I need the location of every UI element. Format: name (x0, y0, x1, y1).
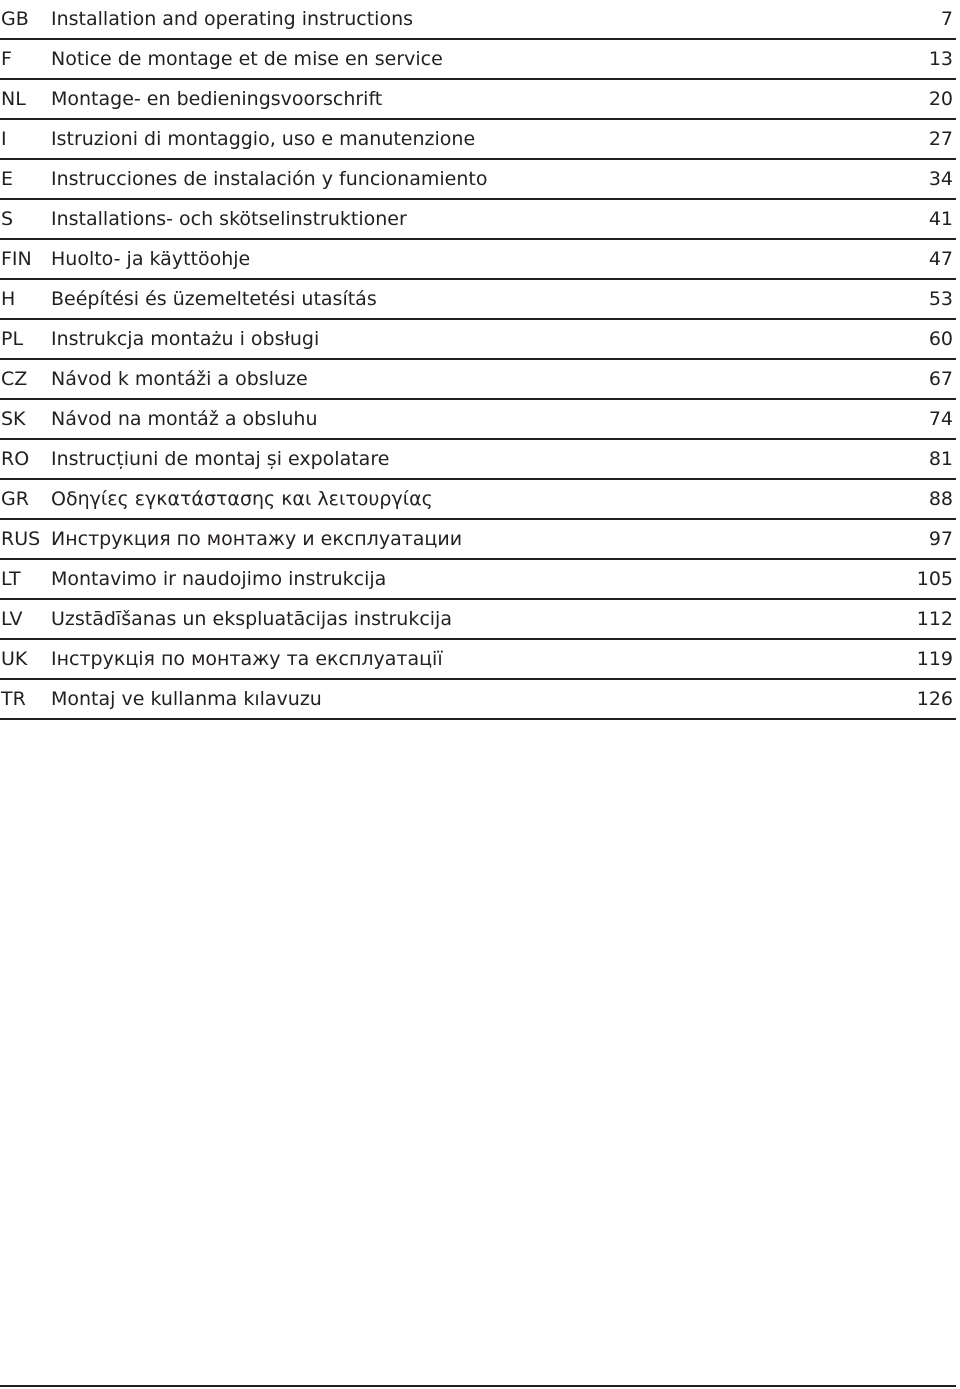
page-number: 105 (916, 567, 953, 590)
language-code: CZ (1, 367, 28, 390)
language-code: E (1, 167, 14, 190)
toc-row[interactable] (0, 80, 956, 120)
toc-row[interactable] (0, 360, 956, 400)
language-code: SK (1, 407, 26, 430)
page-number: 126 (916, 687, 953, 710)
page-number: 81 (928, 447, 953, 470)
manual-title: Montavimo ir naudojimo instrukcija (51, 569, 387, 589)
language-code: F (1, 47, 12, 70)
manual-title: Montaj ve kullanma kılavuzu (51, 689, 322, 709)
manual-title: Οδηγίες εγκατάστασης και λειτουργίας (51, 489, 433, 509)
page-number: 60 (928, 327, 953, 350)
manual-title: Návod na montáž a obsluhu (51, 409, 318, 429)
language-code: UK (1, 647, 28, 670)
toc-row[interactable] (0, 0, 956, 40)
language-code: TR (1, 687, 26, 710)
manual-title: Notice de montage et de mise en service (51, 49, 443, 69)
toc-row[interactable] (0, 680, 956, 720)
page-number: 13 (928, 47, 953, 70)
page-number: 67 (928, 367, 953, 390)
page-number: 41 (928, 207, 953, 230)
toc-row[interactable] (0, 520, 956, 560)
language-code: GB (1, 7, 29, 30)
manual-title: Beépítési és üzemeltetési utasítás (51, 289, 377, 309)
toc-row[interactable] (0, 440, 956, 480)
language-code: LV (1, 607, 23, 630)
manual-title: Installation and operating instructions (51, 9, 414, 29)
toc-row[interactable] (0, 320, 956, 360)
page-number: 27 (928, 127, 953, 150)
toc-row[interactable] (0, 640, 956, 680)
manual-title: Uzstādīšanas un ekspluatācijas instrukcija (51, 609, 452, 629)
language-code: FIN (1, 247, 32, 270)
language-code: PL (1, 327, 24, 350)
toc-row[interactable] (0, 560, 956, 600)
language-code: I (1, 127, 7, 150)
page-number: 53 (928, 287, 953, 310)
language-code: LT (1, 567, 21, 590)
manual-title: Instrucciones de instalación y funcionamiento (51, 169, 488, 189)
manual-title: Instrucțiuni de montaj și expolatare (51, 449, 390, 469)
language-code: S (1, 207, 14, 230)
toc-row[interactable] (0, 240, 956, 280)
page-number: 20 (928, 87, 953, 110)
page-number: 74 (928, 407, 953, 430)
page-number: 97 (928, 527, 953, 550)
page-number: 88 (928, 487, 953, 510)
toc-row[interactable] (0, 120, 956, 160)
toc-row[interactable] (0, 40, 956, 80)
language-code: RUS (1, 527, 41, 550)
toc-row[interactable] (0, 200, 956, 240)
manual-title: Istruzioni di montaggio, uso e manutenzione (51, 129, 476, 149)
page-number: 119 (916, 647, 953, 670)
language-code: H (1, 287, 16, 310)
bottom-divider (0, 1385, 956, 1387)
language-code: NL (1, 87, 26, 110)
manual-title: Installations- och skötselinstruktioner (51, 209, 407, 229)
manual-title: Návod k montáži a obsluze (51, 369, 308, 389)
toc-row[interactable] (0, 600, 956, 640)
manual-title: Інструкція по монтажу та експлуатації (51, 649, 443, 669)
page-number: 7 (940, 7, 953, 30)
language-code: RO (1, 447, 30, 470)
language-code: GR (1, 487, 29, 510)
toc-row[interactable] (0, 480, 956, 520)
page-number: 47 (928, 247, 953, 270)
manual-title: Huolto- ja käyttöohje (51, 249, 251, 269)
toc-row[interactable] (0, 400, 956, 440)
toc-row[interactable] (0, 160, 956, 200)
page-number: 34 (928, 167, 953, 190)
manual-title: Инструкция по монтажу и експлуатации (51, 529, 463, 549)
page-number: 112 (916, 607, 953, 630)
manual-title: Instrukcja montażu i obsługi (51, 329, 320, 349)
toc-row[interactable] (0, 280, 956, 320)
manual-title: Montage- en bedieningsvoorschrift (51, 89, 383, 109)
